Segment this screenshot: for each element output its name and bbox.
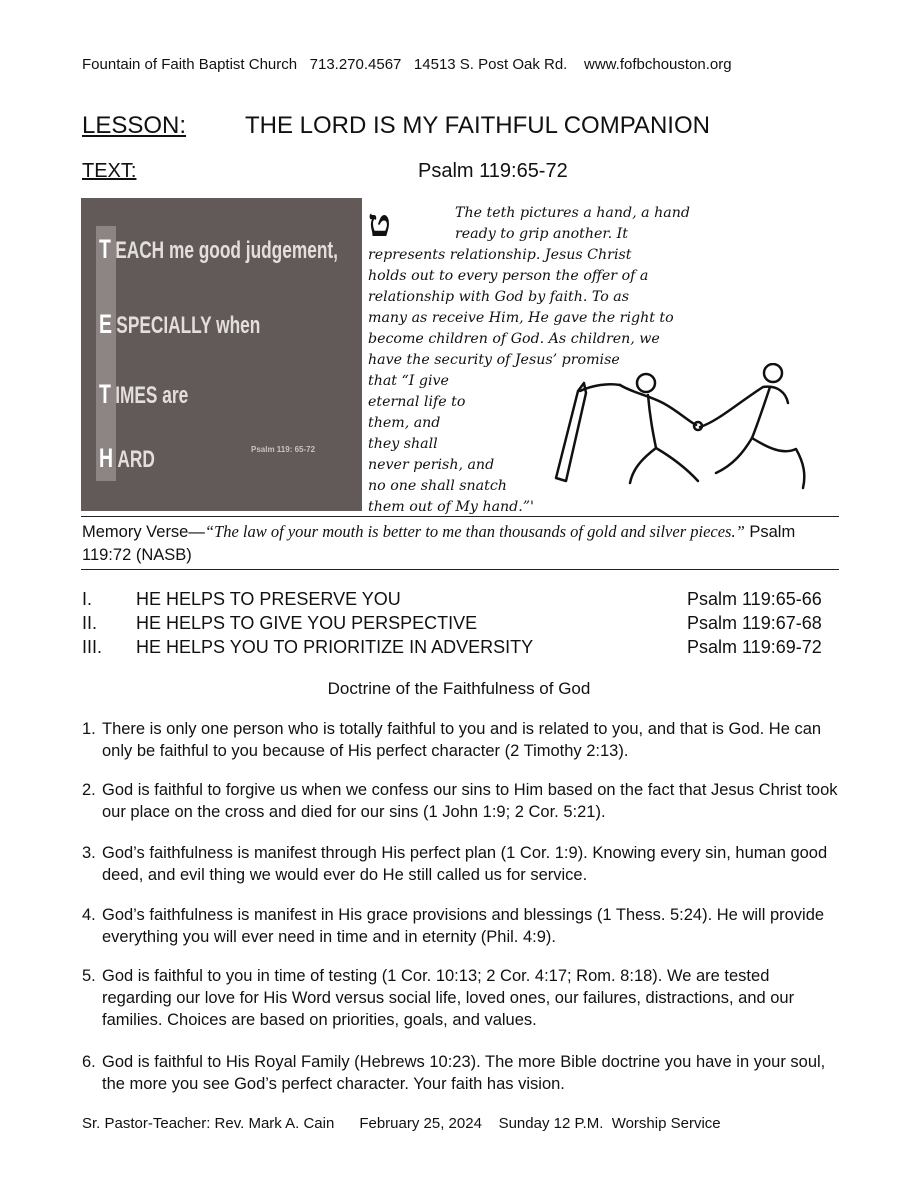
acrostic-cap: E (99, 309, 112, 339)
acrostic-rest: IMES are (115, 382, 189, 409)
acrostic-cap: T (99, 234, 111, 264)
teth-line: ready to grip another. It (455, 226, 628, 242)
acrostic-line-2 (99, 309, 260, 340)
acrostic-cap: H (99, 443, 114, 473)
item-text: God is faithful to you in time of testing (1 Cor. 10:13; 2 Cor. 4:17; Rom. 8:18). We are tested regarding our love for His Word versus social life, loved ones, our failures, distractions, and our families. Choices are based on priorities, goals, and values. (102, 967, 795, 1029)
teth-acrostic-image (81, 198, 362, 511)
teth-line: no one shall snatch (368, 478, 507, 494)
figure-left-arm (620, 385, 696, 425)
point-text: HE HELPS TO PRESERVE YOU (136, 589, 401, 609)
church-name: Fountain of Faith Baptist Church (82, 56, 298, 73)
figure-right-body (752, 387, 804, 488)
doctrine-item (82, 904, 842, 948)
church-header (82, 56, 732, 73)
acrostic-rest: EACH me good judgement, (115, 237, 338, 264)
doctrine-item (82, 718, 842, 762)
doctrine-item (82, 779, 842, 823)
footer-pastor: Sr. Pastor-Teacher: Rev. Mark A. Cain (82, 1115, 335, 1132)
memory-verse (82, 520, 832, 567)
text-label: TEXT: (82, 160, 137, 182)
teth-line: The teth pictures a hand, a hand (455, 205, 690, 221)
lesson-title: THE LORD IS MY FAITHFUL COMPANION (245, 112, 710, 139)
point-text: HE HELPS YOU TO PRIORITIZE IN ADVERSITY (136, 637, 534, 657)
item-text: God is faithful to forgive us when we confess our sins to Him based on the fact that Jesus Christ took our place on the cross and died for our sins (1 John 1:9; 2 Cor. 5:21). (102, 781, 838, 821)
point-reference: Psalm 119:65-66 (687, 589, 822, 609)
teth-line: become children of God. As children, we (368, 331, 660, 347)
teth-line: eternal life to (368, 394, 466, 410)
teth-line: holds out to every person the offer of a (368, 268, 649, 284)
doctrine-item (82, 965, 842, 1031)
point-reference: Psalm 119:69-72 (687, 637, 822, 657)
acrostic-line-3 (99, 379, 188, 410)
footer-service: Sunday 12 P.M. Worship Service (498, 1115, 721, 1132)
teth-description (368, 200, 843, 516)
item-text: God’s faithfulness is manifest in His grace provisions and blessings (1 Thess. 5:24). He will provide everything you will ever need in time and in eternity (Phil. 4:9). (102, 906, 825, 946)
figure-right-head (764, 364, 782, 382)
point-number: I. (82, 589, 93, 609)
acrostic-line-4 (99, 443, 155, 474)
teth-line: never perish, and (368, 457, 495, 473)
memory-verse-reference: Psalm 119:72 (NASB) (82, 523, 796, 564)
figure-right-leg (716, 438, 752, 473)
memory-verse-label: Memory Verse— (82, 523, 205, 541)
church-address: 14513 S. Post Oak Rd. (413, 56, 568, 73)
doctrine-title: Doctrine of the Faithfulness of God (327, 679, 591, 698)
figure-left-leg2 (656, 448, 698, 481)
point-reference: Psalm 119:67-68 (687, 613, 822, 633)
figure-left-leg (630, 395, 656, 483)
teth-line: have the security of Jesus’ promise (368, 352, 620, 368)
item-text: There is only one person who is totally faithful to you and is related to you, and that is God. He can only be faithful to you because of His perfect character (2 Timothy 2:13). (102, 720, 822, 760)
item-number: 3. (82, 844, 96, 862)
footer (82, 1115, 721, 1132)
memory-verse-quote: “The law of your mouth is better to me than thousands of gold and silver pieces.” (204, 522, 745, 541)
figure-right-arm (700, 387, 788, 427)
item-text: God’s faithfulness is manifest through His perfect plan (1 Cor. 1:9). Knowing every sin, human good deed, and evil thing we would ever do He still called us for service. (102, 844, 828, 884)
church-website: www.fofbchouston.org (584, 56, 732, 73)
hands-clasping-illustration (538, 363, 838, 493)
item-number: 4. (82, 906, 96, 924)
divider (81, 569, 839, 570)
acrostic-line-1 (99, 234, 338, 265)
doctrine-item (82, 842, 842, 886)
figure-left-head (637, 374, 655, 392)
church-phone: 713.270.4567 (309, 56, 402, 73)
teth-line: they shall (368, 436, 438, 452)
teth-letter-icon: ט (368, 200, 391, 245)
teth-line: many as receive Him, He gave the right to (368, 310, 674, 326)
teth-line: that “I give (368, 373, 449, 389)
point-number: II. (82, 613, 98, 633)
divider (81, 516, 839, 517)
lesson-label: LESSON: (82, 112, 187, 139)
text-reference: Psalm 119:65-72 (418, 160, 568, 182)
doctrine-item (82, 1051, 842, 1095)
point-text: HE HELPS TO GIVE YOU PERSPECTIVE (136, 613, 478, 633)
acrostic-reference: Psalm 119: 65-72 (251, 445, 316, 454)
point-number: III. (82, 637, 103, 657)
teth-line: represents relationship. Jesus Christ (368, 247, 632, 263)
clasped-hands (694, 422, 702, 430)
teth-line: them out of My hand.”' (368, 499, 534, 515)
acrostic-rest: SPECIALLY when (116, 312, 261, 339)
item-text: God is faithful to His Royal Family (Hebrews 10:23). The more Bible doctrine you have in your soul, the more you see God’s perfect character. Your faith has vision. (102, 1053, 826, 1093)
item-number: 6. (82, 1053, 96, 1071)
acrostic-rest: ARD (117, 446, 155, 473)
item-number: 5. (82, 967, 96, 985)
teth-line: relationship with God by faith. To as (368, 289, 629, 305)
acrostic-cap: T (99, 379, 111, 409)
pen-figure-arm (556, 383, 586, 481)
teth-line: them, and (368, 415, 441, 431)
footer-date: February 25, 2024 (359, 1115, 482, 1132)
item-number: 1. (82, 720, 96, 738)
item-number: 2. (82, 781, 96, 799)
